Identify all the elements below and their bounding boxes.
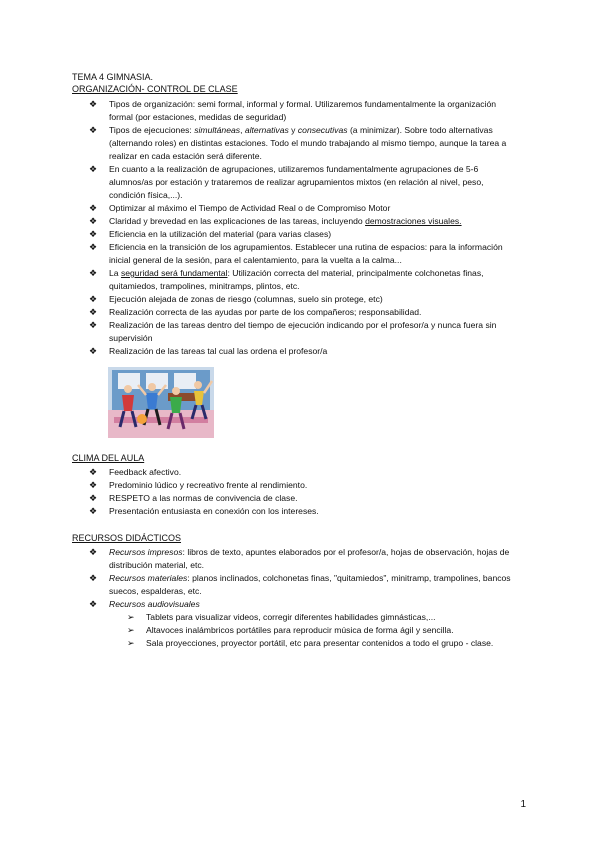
list-item: ❖ La seguridad será fundamental: Utilización correcta del material, principalmente colchonetas finas, quitamiedos, trampolines, minitramps, plintos, etc. bbox=[89, 268, 484, 291]
list-item: ➢ Altavoces inalámbricos portátiles para reproducir música de forma ágil y sencilla. bbox=[127, 625, 454, 635]
list-item: ➢ Sala proyecciones, proyector portátil, etc para presentar contenidos a todo el grupo - clase. bbox=[127, 638, 494, 648]
list-item: ❖ Claridad y brevedad en las explicaciones de las tareas, incluyendo demostraciones visuales. bbox=[89, 216, 462, 226]
diamond-bullet-icon: ❖ bbox=[89, 547, 98, 557]
list-item: ❖ RESPETO a las normas de convivencia de clase. bbox=[89, 493, 298, 503]
diamond-bullet-icon: ❖ bbox=[89, 203, 98, 213]
diamond-bullet-icon: ❖ bbox=[89, 229, 98, 239]
diamond-bullet-icon: ❖ bbox=[89, 164, 98, 174]
diamond-bullet-icon: ❖ bbox=[89, 506, 98, 516]
arrow-bullet-icon: ➢ bbox=[127, 612, 135, 622]
list-item: ❖ Presentación entusiasta en conexión con los intereses. bbox=[89, 506, 319, 516]
diamond-bullet-icon: ❖ bbox=[89, 242, 98, 252]
list-item: ❖ Recursos materiales: planos inclinados, colchonetas finas, "quitamiedos", minitramp, trampolines, bancos suecos, espalderas, etc. bbox=[89, 573, 511, 596]
diamond-bullet-icon: ❖ bbox=[89, 307, 98, 317]
list-item: ❖ Realización correcta de las ayudas por parte de los compañeros; responsabilidad. bbox=[89, 307, 422, 317]
list-item: ❖ Eficiencia en la utilización del material (para varias clases) bbox=[89, 229, 332, 239]
section-heading-clima: CLIMA DEL AULA bbox=[72, 453, 145, 463]
audiovisual-sublist bbox=[127, 611, 522, 650]
section-heading-recursos: RECURSOS DIDÁCTICOS bbox=[72, 533, 182, 543]
list-item: ❖ Realización de las tareas tal cual las ordena el profesor/a bbox=[89, 346, 328, 356]
diamond-bullet-icon: ❖ bbox=[89, 268, 98, 278]
arrow-bullet-icon: ➢ bbox=[127, 638, 135, 648]
list-item: ❖ Recursos impresos: libros de texto, apuntes elaborados por el profesor/a, hojas de observación, hojas de distribución material, etc. bbox=[89, 547, 510, 570]
diamond-bullet-icon: ❖ bbox=[89, 573, 98, 583]
arrow-bullet-icon: ➢ bbox=[127, 625, 135, 635]
diamond-bullet-icon: ❖ bbox=[89, 467, 98, 477]
recursos-list bbox=[72, 546, 522, 650]
document-title: TEMA 4 GIMNASIA. bbox=[72, 72, 154, 82]
diamond-bullet-icon: ❖ bbox=[89, 346, 98, 356]
list-item: ❖ Eficiencia en la transición de los agrupamientos. Establecer una rutina de espacios: para la información inicial general de la sesión, para el calentamiento, para la vuelta a la calma... bbox=[89, 242, 503, 265]
page-number: 1 bbox=[520, 799, 526, 810]
diamond-bullet-icon: ❖ bbox=[89, 99, 98, 109]
list-item: ❖ Feedback afectivo. bbox=[89, 467, 182, 477]
diamond-bullet-icon: ❖ bbox=[89, 493, 98, 503]
diamond-bullet-icon: ❖ bbox=[89, 294, 98, 304]
diamond-bullet-icon: ❖ bbox=[89, 216, 98, 226]
list-item: ❖ Predominio lúdico y recreativo frente al rendimiento. bbox=[89, 480, 308, 490]
gymnastics-illustration bbox=[108, 367, 214, 438]
diamond-bullet-icon: ❖ bbox=[89, 480, 98, 490]
list-item: ➢ Tablets para visualizar videos, corregir diferentes habilidades gimnásticas,... bbox=[127, 612, 436, 622]
diamond-bullet-icon: ❖ bbox=[89, 320, 98, 330]
list-item: ❖ Tipos de ejecuciones: simultáneas, alternativas y consecutivas (a minimizar). Sobre todo alternativas (alternando roles) en distintas estaciones. Todo el mundo trabajando al mismo tiempo, aunque la tarea a realizar en cada estación será diferente. bbox=[89, 125, 507, 161]
list-item: ❖ Realización de las tareas dentro del tiempo de ejecución indicando por el profesor/a y nunca fuera sin supervisión bbox=[89, 320, 497, 343]
list-item: ❖ En cuanto a la realización de agrupaciones, utilizaremos fundamentalmente agrupaciones de 5-6 alumnos/as por estación y trataremos de realizar agrupamientos mixtos (en relación al nivel, peso, condición física,...). bbox=[89, 164, 484, 200]
organizacion-list bbox=[72, 98, 522, 358]
list-item: ❖ Ejecución alejada de zonas de riesgo (columnas, suelo sin protege, etc) bbox=[89, 294, 383, 304]
section-heading-organizacion: ORGANIZACIÓN- CONTROL DE CLASE bbox=[72, 84, 238, 94]
list-item: ❖ Recursos audiovisuales ➢ Tablets para visualizar videos, corregir diferentes habilidades gimnásticas,... ➢ Altavoces inalámbricos portátiles para reproducir música de forma ágil y sencilla. ➢ Sala proyecciones, proyector portátil, etc para presentar contenidos a todo el grupo - clase. bbox=[72, 598, 522, 650]
list-item: ❖ Optimizar al máximo el Tiempo de Actividad Real o de Compromiso Motor bbox=[89, 203, 391, 213]
clima-list bbox=[72, 466, 522, 518]
list-item: ❖ Tipos de organización: semi formal, informal y formal. Utilizaremos fundamentalmente la organización formal (por estaciones, medidas de seguridad) bbox=[89, 99, 497, 122]
diamond-bullet-icon: ❖ bbox=[89, 599, 98, 609]
diamond-bullet-icon: ❖ bbox=[89, 125, 98, 135]
